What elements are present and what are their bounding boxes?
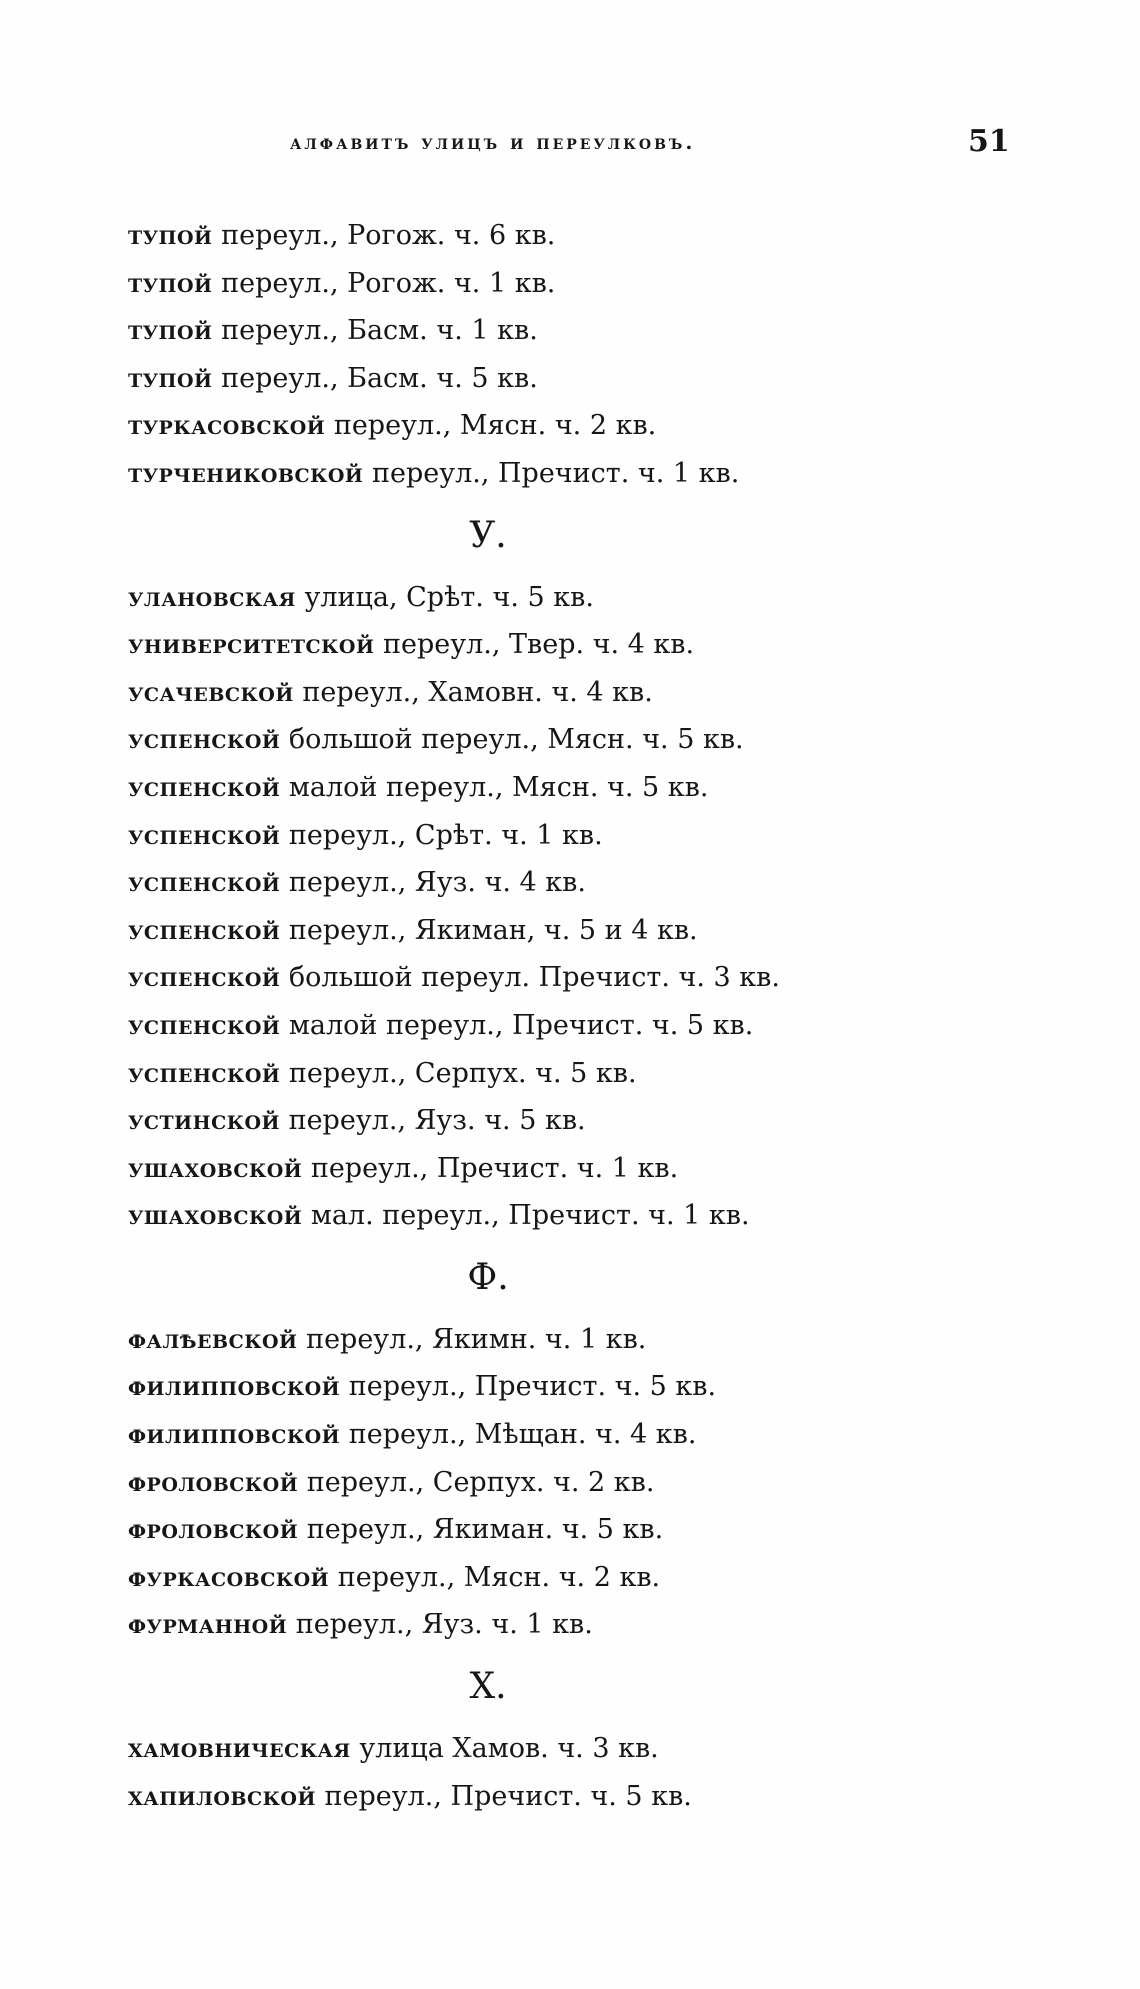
street-name: устинской bbox=[128, 1105, 280, 1137]
street-location: переул., Пречист. ч. 1 кв. bbox=[302, 1152, 679, 1184]
index-entry bbox=[128, 1145, 1028, 1193]
street-name: туркасовской bbox=[128, 410, 326, 442]
street-name: тупой bbox=[128, 267, 213, 299]
street-name: успенской bbox=[128, 771, 281, 803]
street-name: тупой bbox=[128, 315, 213, 347]
index-entry bbox=[128, 450, 1028, 498]
index-entry bbox=[128, 1601, 1028, 1649]
street-location: переул., Якимн. ч. 1 кв. bbox=[297, 1323, 647, 1355]
street-location: переул., Яуз. ч. 4 кв. bbox=[280, 867, 586, 899]
street-name: тупой bbox=[128, 362, 213, 394]
street-name: ушаховской bbox=[128, 1200, 303, 1232]
street-location: переул., Пречист. ч. 1 кв. bbox=[363, 457, 740, 489]
street-location: переул., Басм. ч. 5 кв. bbox=[212, 362, 538, 394]
street-name: хапиловской bbox=[128, 1780, 316, 1812]
street-location: переул., Яуз. ч. 1 кв. bbox=[287, 1609, 593, 1641]
street-location: мал. переул., Пречист. ч. 1 кв. bbox=[302, 1200, 750, 1232]
index-entry bbox=[128, 1554, 1028, 1602]
street-name: успенской bbox=[128, 962, 281, 994]
index-entry bbox=[128, 1725, 1028, 1773]
street-name: фроловской bbox=[128, 1466, 299, 1498]
index-entry bbox=[128, 812, 1028, 860]
street-location: улица, Срѣт. ч. 5 кв. bbox=[295, 581, 594, 613]
index-entry bbox=[128, 669, 1028, 717]
index-entry bbox=[128, 307, 1028, 355]
street-location: улица Хамов. ч. 3 кв. bbox=[350, 1733, 659, 1765]
section-letter: У. bbox=[469, 514, 507, 556]
index-entry bbox=[128, 1002, 1028, 1050]
street-name: успенской bbox=[128, 724, 281, 756]
street-name: турчениковской bbox=[128, 457, 364, 489]
street-name: фроловской bbox=[128, 1514, 299, 1546]
street-location: большой переул. Пречист. ч. 3 кв. bbox=[280, 962, 780, 994]
street-name: фалѣевской bbox=[128, 1323, 298, 1355]
street-location: переул., Рогож. ч. 1 кв. bbox=[212, 267, 556, 299]
index-entry bbox=[128, 1097, 1028, 1145]
street-location: переул., Серпух. ч. 5 кв. bbox=[280, 1057, 637, 1089]
street-name: фурманной bbox=[128, 1609, 288, 1641]
index-entry bbox=[128, 1459, 1028, 1507]
street-location: переул., Якиман, ч. 5 и 4 кв. bbox=[280, 914, 698, 946]
street-location: малой переул., Пречист. ч. 5 кв. bbox=[280, 1009, 754, 1041]
index-entry bbox=[128, 716, 1028, 764]
street-location: переул., Мѣщан. ч. 4 кв. bbox=[340, 1419, 697, 1451]
index-entry bbox=[128, 1363, 1028, 1411]
street-location: малой переул., Мясн. ч. 5 кв. bbox=[280, 771, 709, 803]
street-location: переул., Яуз. ч. 5 кв. bbox=[280, 1105, 586, 1137]
street-location: переул., Басм. ч. 1 кв. bbox=[212, 315, 538, 347]
index-entry bbox=[128, 402, 1028, 450]
index-entry bbox=[128, 907, 1028, 955]
index-entry bbox=[128, 1773, 1028, 1821]
index-entry bbox=[128, 1050, 1028, 1098]
street-name: тупой bbox=[128, 220, 213, 251]
index-entry bbox=[128, 954, 1028, 1002]
street-name: успенской bbox=[128, 914, 281, 946]
index-entry bbox=[128, 621, 1028, 669]
index-entry bbox=[128, 1192, 1028, 1240]
section-letter: Ф. bbox=[467, 1256, 509, 1298]
index-entry bbox=[128, 355, 1028, 403]
street-location: переул., Хамовн. ч. 4 кв. bbox=[293, 676, 653, 708]
index-entry bbox=[128, 764, 1028, 812]
street-location: переул., Мясн. ч. 2 кв. bbox=[325, 410, 657, 442]
street-location: переул., Твер. ч. 4 кв. bbox=[374, 629, 695, 661]
section-letter: Х. bbox=[469, 1666, 507, 1708]
page-number: 51 bbox=[968, 124, 1010, 159]
street-name: фуркасовской bbox=[128, 1561, 330, 1593]
street-name: филипповской bbox=[128, 1371, 341, 1403]
index-entry bbox=[128, 1506, 1028, 1554]
street-name: улановская bbox=[128, 581, 296, 613]
street-name: успенской bbox=[128, 867, 281, 899]
street-location: переул., Срѣт. ч. 1 кв. bbox=[280, 819, 603, 851]
index-entry bbox=[128, 1316, 1028, 1364]
index-entry bbox=[128, 1411, 1028, 1459]
street-location: большой переул., Мясн. ч. 5 кв. bbox=[280, 724, 744, 756]
street-name: усачевской bbox=[128, 676, 294, 708]
street-name: ушаховской bbox=[128, 1152, 303, 1184]
street-location: переул., Мясн. ч. 2 кв. bbox=[329, 1561, 661, 1593]
street-location: переул., Якиман. ч. 5 кв. bbox=[298, 1514, 664, 1546]
index-entry bbox=[128, 859, 1028, 907]
index-entry bbox=[128, 260, 1028, 308]
street-location: переул., Пречист. ч. 5 кв. bbox=[340, 1371, 717, 1403]
index-entry bbox=[128, 574, 1028, 622]
street-location: переул., Рогож. ч. 6 кв. bbox=[212, 220, 556, 251]
street-name: университетской bbox=[128, 629, 375, 661]
street-index bbox=[128, 212, 1028, 1820]
street-name: успенской bbox=[128, 1057, 281, 1089]
index-entry bbox=[128, 212, 1028, 260]
street-name: хамовническая bbox=[128, 1733, 351, 1765]
street-name: филипповской bbox=[128, 1419, 341, 1451]
street-location: переул., Серпух. ч. 2 кв. bbox=[298, 1466, 655, 1498]
street-location: переул., Пречист. ч. 5 кв. bbox=[315, 1780, 692, 1812]
street-name: успенской bbox=[128, 819, 281, 851]
street-name: успенской bbox=[128, 1009, 281, 1041]
running-title: алфавитъ улицъ и переулковъ. bbox=[290, 130, 696, 154]
